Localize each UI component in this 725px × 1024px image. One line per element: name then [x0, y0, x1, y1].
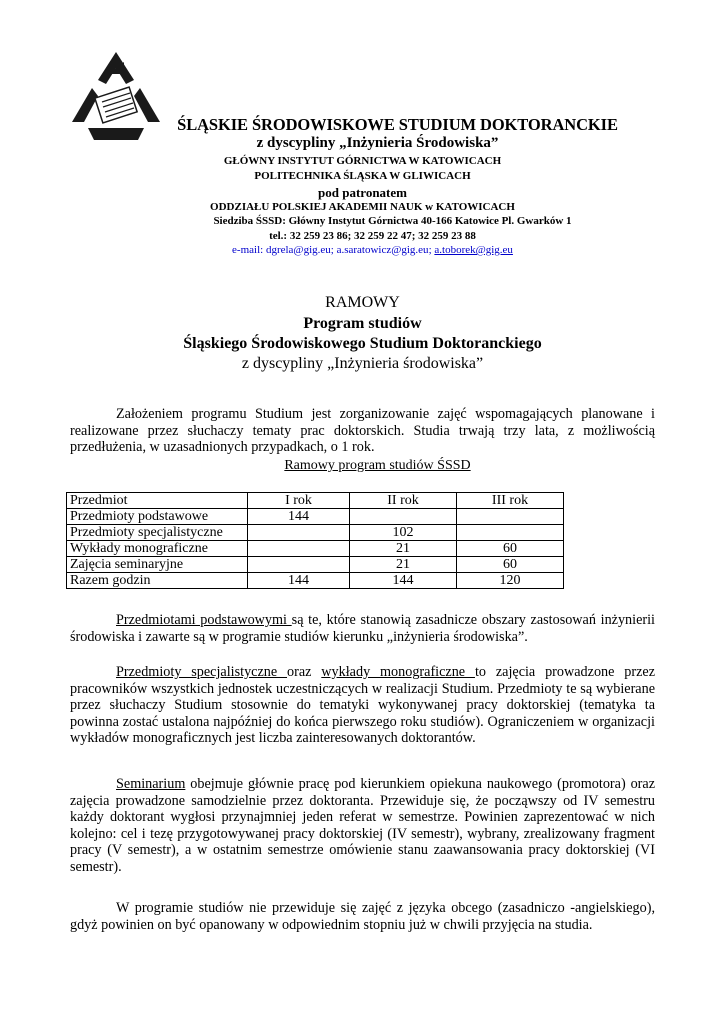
institute-gig: GŁÓWNY INSTYTUT GÓRNICTWA W KATOWICACH	[223, 155, 502, 167]
table-cell: 60	[457, 557, 564, 573]
table-cell: 102	[350, 525, 457, 541]
table-cell	[248, 557, 350, 573]
table-row	[67, 541, 564, 557]
pan-branch: ODDZIAŁU POLSKIEJ AKADEMII NAUK w KATOWICACH	[210, 201, 515, 213]
school-discipline: z dyscypliny „Inżynieria Środowiska”	[256, 135, 499, 151]
table-header-row	[67, 493, 564, 509]
school-name: ŚLĄSKIE ŚRODOWISKOWE STUDIUM DOKTORANCKIE	[177, 115, 618, 134]
table-cell: 120	[457, 573, 564, 589]
paragraph-languages: W programie studiów nie przewiduje się zajęć z języka obcego (zasadniczo -angielskiego), gdyż powinien on być opanowany w odpowiednim stopniu już w chwili przyjęcia na studia.	[70, 900, 655, 933]
intro-paragraph: Założeniem programu Studium jest zorganizowanie zajęć wspomagających planowane i realizowane przez słuchaczy tematy prac doktorskich. Studia trwają trzy lata, z możliwością przedłużenia, w uzasadnionych przypadkach, o 1 rok.	[70, 406, 655, 455]
term-specialist-subjects: Przedmioty specjalistyczne	[116, 664, 288, 680]
paragraph-specialist-subjects: Przedmioty specjalistyczne oraz wykłady monograficzne to zajęcia prowadzone przez pracowników wszystkich jednostek uczestniczących w realizacji Studium. Przedmioty te są wybierane przez słuchaczy Studium stosownie do tematyki wykonywanej pracy doktorskiej (tematyka ta powinna zostać ustalona najpóźniej do końca pierwszego roku studiów). Ograniczeniem w organizacji wykładów monograficznych jest liczba zainteresowanych doktorantów.	[70, 664, 655, 746]
table-header-cell: I rok	[248, 493, 350, 509]
table-header-cell: III rok	[457, 493, 564, 509]
table-cell: Przedmioty specjalistyczne	[67, 525, 248, 541]
table-header-cell: II rok	[350, 493, 457, 509]
table-cell: Przedmioty podstawowe	[67, 509, 248, 525]
doc-title-ramowy: RAMOWY	[325, 294, 400, 311]
email-prefix: e-mail:	[232, 244, 266, 256]
table-row	[67, 573, 564, 589]
table-cell: Razem godzin	[67, 573, 248, 589]
table-row	[67, 525, 564, 541]
table-cell	[457, 509, 564, 525]
table-cell: Wykłady monograficzne	[67, 541, 248, 557]
table-cell	[248, 541, 350, 557]
term-basic-subjects: Przedmiotami podstawowymi	[116, 612, 292, 628]
doc-title-program: Program studiów	[303, 315, 422, 332]
phone-numbers: tel.: 32 259 23 86; 32 259 22 47; 32 259 23 88	[269, 230, 476, 242]
table-cell	[248, 525, 350, 541]
paragraph-basic-subjects: Przedmiotami podstawowymi są te, które stanowią zasadnicze obszary zastosowań inżynierii środowiska i zawarte są w programie studiów kierunku „inżynieria środowiska”.	[70, 612, 655, 645]
table-cell	[457, 525, 564, 541]
email-link-toborek[interactable]: a.toborek@gig.eu	[434, 244, 513, 256]
doc-title-studium: Śląskiego Środowiskowego Studium Doktoranckiego	[183, 335, 542, 352]
paragraph-seminar: Seminarium obejmuje głównie pracę pod kierunkiem opiekuna naukowego (promotora) oraz zajęcia prowadzone samodzielnie przez doktoranta. Przewiduje się, że począwszy od IV semestru każdy doktorant wygłosi przynajmniej jeden referat w semestrze. Powinien zaprezentować w nich kolejno: cel i tezę przygotowywanej pracy doktorskiej (IV semestr), wybrany, zrealizowany fragment pracy (V semestr), a w ostatnim semestrze omówienie stanu zaawansowania pracy doktorskiej (VI semestr).	[70, 776, 655, 875]
table-cell: 21	[350, 557, 457, 573]
email-link-dgrela[interactable]: dgrela@gig.eu	[265, 244, 331, 256]
table-row	[67, 557, 564, 573]
doc-title-discipline: z dyscypliny „Inżynieria środowiska”	[241, 355, 484, 372]
table-cell: 144	[248, 573, 350, 589]
table-title: Ramowy program studiów ŚSSD	[284, 458, 471, 473]
term-seminar: Seminarium	[116, 776, 186, 792]
email-line: e-mail: dgrela@gig.eu; a.saratowicz@gig.eu; a.toborek@gig.eu	[232, 244, 513, 256]
table-cell: Zajęcia seminaryjne	[67, 557, 248, 573]
term-monographic-lectures: wykłady monograficzne	[321, 664, 475, 680]
patronage-label: pod patronatem	[318, 185, 407, 200]
address: Siedziba ŚSSD: Główny Instytut Górnictwa 40-166 Katowice Pl. Gwarków 1	[213, 215, 572, 227]
table-cell: 144	[350, 573, 457, 589]
program-table	[66, 492, 564, 589]
table-row	[67, 509, 564, 525]
table-cell: 60	[457, 541, 564, 557]
institute-polsl: POLITECHNIKA ŚLĄSKA W GLIWICACH	[254, 170, 471, 182]
email-link-saratowicz[interactable]: a.saratowicz@gig.eu	[336, 244, 429, 256]
table-cell: 144	[248, 509, 350, 525]
table-cell: 21	[350, 541, 457, 557]
table-header-cell: Przedmiot	[67, 493, 248, 509]
table-cell	[350, 509, 457, 525]
